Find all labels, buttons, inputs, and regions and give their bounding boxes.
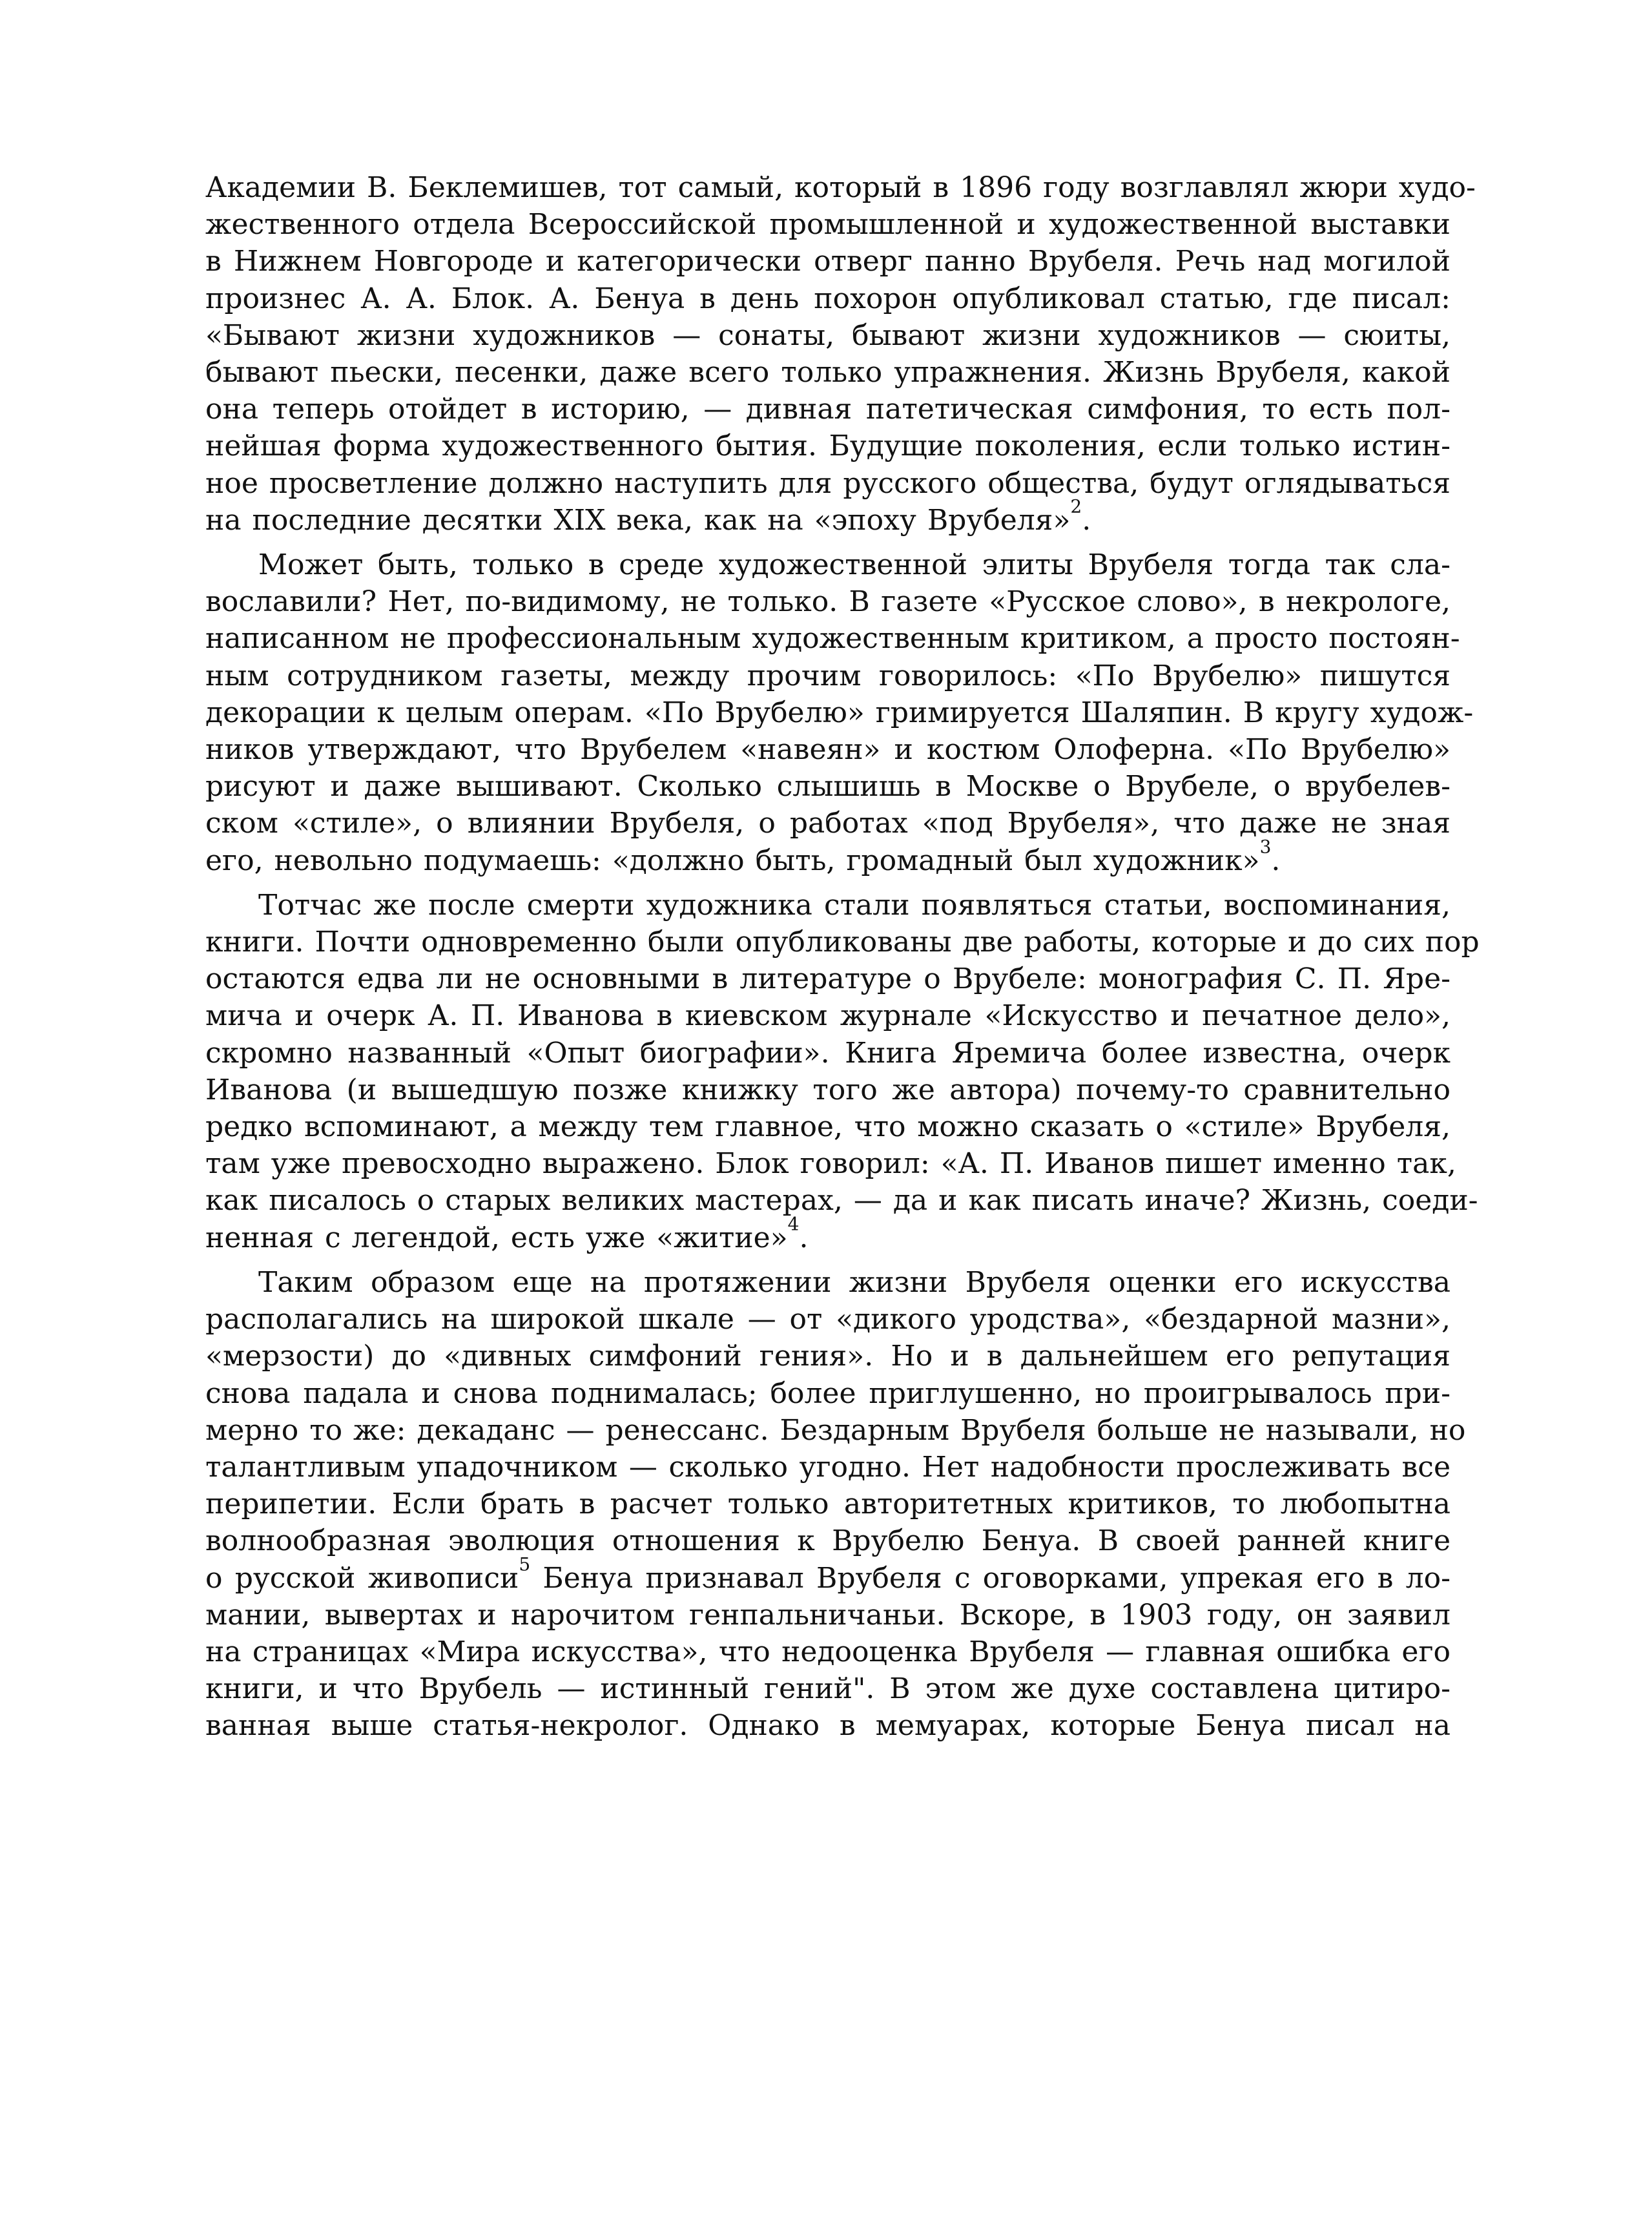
text-line: «мерзости) до «дивных симфоний гения». Но и в дальнейшем его репутация (205, 1340, 1451, 1373)
text-line: перипетии. Если брать в расчет только авторитетных критиков, то любопытна (205, 1488, 1451, 1521)
line-text: о русской живописи (205, 1561, 519, 1595)
paragraph-2 (205, 546, 1474, 879)
line-tail: . (1082, 503, 1091, 537)
text-line: нейшая форма художественного бытия. Будущие поколения, если только истин- (205, 430, 1451, 463)
text-line: мерно то же: декаданс — ренессанс. Бездарным Врубеля больше не называли, но (205, 1413, 1466, 1447)
text-line: она теперь отойдет в историю, — дивная патетическая симфония, то есть пол- (205, 393, 1451, 426)
text-line: Тотчас же после смерти художника стали появляться статьи, воспоминания, (258, 888, 1451, 922)
text-line: остаются едва ли не основными в литературе о Врубеле: монография С. П. Яре- (205, 962, 1451, 996)
text-line: волнообразная эволюция отношения к Врубелю Бенуа. В своей ранней книге (205, 1524, 1451, 1558)
line-text: на последние десятки XIX века, как на «эпоху Врубеля» (205, 503, 1071, 537)
text-line: располагались на широкой шкале — от «дикого уродства», «бездарной мазни», (205, 1303, 1451, 1336)
text-line: ное просветление должно наступить для русского общества, будут оглядываться (205, 466, 1451, 500)
text-line: на страницах «Мира искусства», что недооценка Врубеля — главная ошибка его (205, 1635, 1451, 1668)
text-line: ников утверждают, что Врубелем «навеян» и костюм Олоферна. «По Врубелю» (205, 733, 1451, 767)
text-line: ванная выше статья-некролог. Однако в мемуарах, которые Бенуа писал на (205, 1709, 1451, 1743)
text-line: как писалось о старых великих мастерах, — да и как писать иначе? Жизнь, соеди- (205, 1184, 1478, 1218)
text-line: рисуют и даже вышивают. Сколько слышишь в Москве о Врубеле, о врубелев- (205, 770, 1451, 804)
text-line-last (205, 1213, 1451, 1256)
text-line: декорации к целым операм. «По Врубелю» гримируется Шаляпин. В кругу худож- (205, 696, 1474, 729)
line-text: Бенуа признавал Врубеля с оговорками, упрекая его в ло- (530, 1561, 1451, 1595)
text-line: произнес А. А. Блок. А. Бенуа в день похорон опубликовал статью, где писал: (205, 282, 1451, 315)
text-line: «Бывают жизни художников — сонаты, бывают жизни художников — сюиты, (205, 318, 1451, 352)
text-line: ным сотрудником газеты, между прочим говорилось: «По Врубелю» пишутся (205, 659, 1451, 692)
line-tail: . (1271, 844, 1281, 877)
text-line: жественного отдела Всероссийской промышленной и художественной выставки (205, 208, 1451, 242)
text-line-last (205, 495, 1451, 539)
line-text: ненная с легендой, есть уже «житие» (205, 1221, 788, 1254)
line-tail: . (799, 1221, 809, 1254)
text-line: бывают пьески, песенки, даже всего только упражнения. Жизнь Врубеля, какой (205, 356, 1451, 389)
paragraph-4 (205, 1264, 1466, 1745)
footnote-marker: 5 (519, 1553, 531, 1575)
text-line: талантливым упадочником — сколько угодно. Нет надобности прослеживать все (205, 1450, 1451, 1484)
text-line: ском «стиле», о влиянии Врубеля, о работах «под Врубеля», что даже не зная (205, 807, 1451, 840)
document-page (205, 169, 1480, 1752)
footnote-marker: 3 (1259, 836, 1272, 858)
text-line-last (205, 836, 1451, 879)
paragraph-3 (205, 887, 1480, 1256)
text-line: книги, и что Врубель — истинный гений". В этом же духе составлена цитиро- (205, 1672, 1451, 1706)
text-line: редко вспоминают, а между тем главное, что можно сказать о «стиле» Врубеля, (205, 1110, 1451, 1144)
text-line: Таким образом еще на протяжении жизни Врубеля оценки его искусства (258, 1265, 1451, 1299)
footnote-marker: 4 (787, 1213, 800, 1235)
line-text: его, невольно подумаешь: «должно быть, громадный был художник» (205, 844, 1260, 877)
text-line: мича и очерк А. П. Иванова в киевском журнале «Искусство и печатное дело», (205, 999, 1451, 1033)
text-line: Может быть, только в среде художественной элиты Врубеля тогда так сла- (258, 548, 1451, 582)
text-line: Иванова (и вышедшую позже книжку того же автора) почему-то сравнительно (205, 1073, 1451, 1106)
text-line: книги. Почти одновременно были опубликованы две работы, которые и до сих пор (205, 926, 1480, 959)
text-line: снова падала и снова поднималась; более приглушенно, но проигрывалось при- (205, 1376, 1451, 1410)
text-line: в Нижнем Новгороде и категорически отверг панно Врубеля. Речь над могилой (205, 245, 1451, 278)
text-line: там уже превосходно выражено. Блок говорил: «А. П. Иванов пишет именно так, (205, 1147, 1456, 1181)
text-line: мании, вывертах и нарочитом генпальничаньи. Вскоре, в 1903 году, он заявил (205, 1598, 1451, 1632)
footnote-marker: 2 (1070, 495, 1082, 517)
text-line: вославили? Нет, по-видимому, не только. В газете «Русское слово», в некрологе, (205, 585, 1451, 619)
text-line: написанном не профессиональным художественным критиком, а просто постоян- (205, 622, 1460, 656)
text-line: скромно названный «Опыт биографии». Книга Яремича более известна, очерк (205, 1036, 1451, 1070)
text-line: Академии В. Беклемишев, тот самый, который в 1896 году возглавлял жюри худо- (205, 171, 1476, 204)
paragraph-1 (205, 169, 1476, 539)
text-line-with-footnote (205, 1553, 1451, 1597)
